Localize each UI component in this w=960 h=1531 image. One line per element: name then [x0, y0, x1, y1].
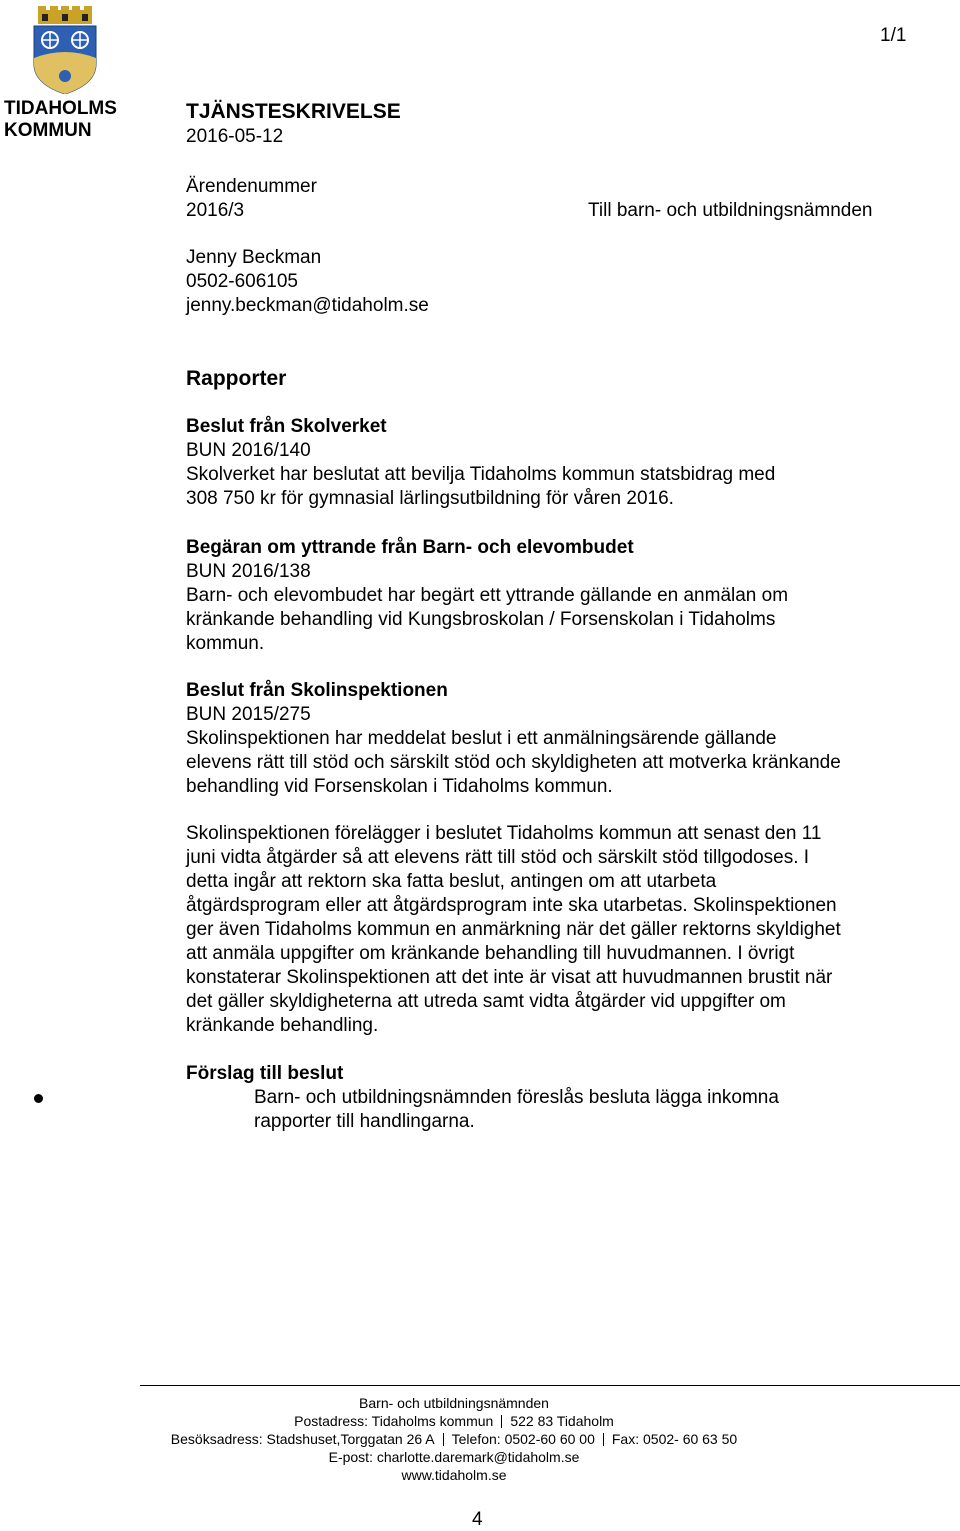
coat-of-arms-icon — [30, 6, 100, 94]
report-line: Skolinspektionen förelägger i beslutet Tidaholms kommun att senast den 11 — [186, 823, 822, 844]
org-name — [4, 98, 117, 142]
report-title: Beslut från Skolinspektionen — [186, 680, 448, 701]
page-indicator: 1/1 — [880, 25, 907, 46]
org-name-line1: TIDAHOLMS — [4, 98, 117, 119]
report-line: 308 750 kr för gymnasial lärlingsutbildning för våren 2016. — [186, 488, 674, 509]
contact-name: Jenny Beckman — [186, 247, 322, 268]
case-label: Ärendenummer — [186, 176, 317, 197]
report-line: detta ingår att rektorn ska fatta beslut, antingen om att utarbeta — [186, 871, 717, 892]
report-line: Skolverket har beslutat att bevilja Tidaholms kommun statsbidrag med — [186, 464, 776, 485]
footer-visit-address: Besöksadress: Stadshuset,Torggatan 26 A — [170, 1431, 435, 1447]
document-date: 2016-05-12 — [186, 126, 284, 147]
report-line: kommun. — [186, 633, 265, 654]
footer-board: Barn- och utbildningsnämnden — [359, 1395, 549, 1411]
footer — [0, 1394, 908, 1484]
report-line: kränkande behandling vid Kungsbroskolan / Forsenskolan i Tidaholms — [186, 609, 776, 630]
footer-postal — [0, 1412, 908, 1430]
report-ref: BUN 2016/140 — [186, 440, 311, 461]
report-item — [186, 415, 916, 511]
case-number: 2016/3 — [186, 200, 245, 221]
report-line: elevens rätt till stöd och särskilt stöd och skyldigheten att motverka kränkande — [186, 752, 841, 773]
bullet-icon — [0, 1086, 254, 1134]
report-line: det gäller skyldigheterna att utreda samt vidta åtgärder vid uppgifter om — [186, 991, 786, 1012]
footer-separator — [443, 1433, 444, 1446]
page-number: 4 — [472, 1509, 483, 1530]
proposal-line: rapporter till handlingarna. — [254, 1111, 475, 1132]
report-followup — [186, 822, 916, 1038]
footer-phone: Telefon: 0502-60 60 00 — [451, 1431, 595, 1447]
footer-separator — [501, 1415, 502, 1428]
report-line: juni vidta åtgärder så att elevens rätt till stöd och särskilt stöd tillgodoses. I — [186, 847, 810, 868]
section-heading: Rapporter — [186, 367, 287, 390]
proposal-text — [254, 1086, 916, 1134]
proposal-title: Förslag till beslut — [186, 1063, 344, 1084]
footer-email[interactable]: E-post: charlotte.daremark@tidaholm.se — [328, 1449, 580, 1465]
report-line: behandling vid Forsenskolan i Tidaholms kommun. — [186, 776, 613, 797]
report-line: ger även Tidaholms kommun en anmärkning när det gäller rektorns skyldighet — [186, 919, 841, 940]
report-line: att anmäla uppgifter om kränkande behandling till huvudmannen. I övrigt — [186, 943, 795, 964]
proposal-section — [186, 1062, 916, 1134]
report-ref: BUN 2015/275 — [186, 704, 311, 725]
report-item — [186, 679, 916, 799]
footer-fax: Fax: 0502- 60 63 50 — [611, 1431, 738, 1447]
footer-contact-row — [0, 1430, 908, 1448]
org-name-line2: KOMMUN — [4, 120, 92, 141]
footer-website[interactable]: www.tidaholm.se — [401, 1467, 507, 1483]
footer-postal-address: Postadress: Tidaholms kommun — [294, 1413, 494, 1429]
contact-email[interactable]: jenny.beckman@tidaholm.se — [186, 295, 429, 316]
report-title: Beslut från Skolverket — [186, 416, 387, 437]
footer-divider — [140, 1385, 960, 1386]
report-line: Skolinspektionen har meddelat beslut i ett anmälningsärende gällande — [186, 728, 777, 749]
report-ref: BUN 2016/138 — [186, 561, 311, 582]
proposal-line: Barn- och utbildningsnämnden föreslås besluta lägga inkomna — [254, 1087, 779, 1108]
report-item — [186, 536, 916, 656]
report-line: kränkande behandling. — [186, 1015, 379, 1036]
proposal-bullet — [0, 1086, 916, 1134]
report-title: Begäran om yttrande från Barn- och elevombudet — [186, 537, 634, 558]
contact-phone: 0502-606105 — [186, 271, 298, 292]
report-line: Barn- och elevombudet har begärt ett yttrande gällande en anmälan om — [186, 585, 789, 606]
recipient: Till barn- och utbildningsnämnden — [588, 200, 873, 221]
report-line: åtgärdsprogram eller att åtgärdsprogram inte ska utarbetas. Skolinspektionen — [186, 895, 837, 916]
footer-separator — [603, 1433, 604, 1446]
footer-postal-code: 522 83 Tidaholm — [510, 1413, 614, 1429]
report-line: konstaterar Skolinspektionen att det inte är visat att huvudmannen brustit när — [186, 967, 833, 988]
document-type: TJÄNSTESKRIVELSE — [186, 100, 401, 123]
